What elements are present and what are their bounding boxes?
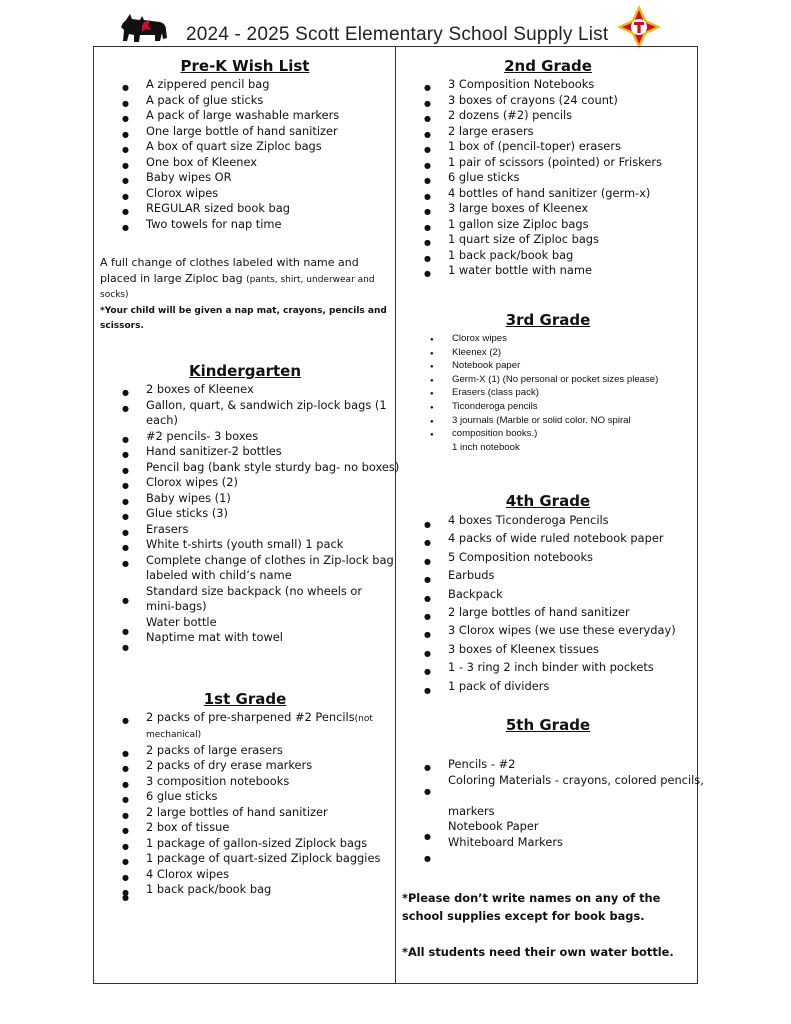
prek-nap-note bbox=[100, 304, 392, 334]
list-item: ● Earbuds bbox=[402, 566, 694, 584]
list-item: ● 2 packs of dry erase markers bbox=[100, 758, 390, 774]
list-item: ● 6 glue sticks bbox=[402, 170, 694, 186]
list-item: ● Notebook paper bbox=[402, 359, 694, 373]
list-item: ● 1 pair of scissors (pointed) or Friskers bbox=[402, 155, 694, 171]
prek-nap-note-line: *Your child will be given a nap mat, crayons, pencils and bbox=[100, 305, 387, 316]
column-divider bbox=[395, 46, 396, 984]
list-item: ● 2 box of tissue bbox=[100, 820, 390, 836]
list-item: ● 3 boxes of crayons (24 count) bbox=[402, 93, 694, 109]
list-item: ● 2 large bottles of hand sanitizer bbox=[402, 603, 694, 621]
list-item: ● Pencils - #2 bbox=[402, 757, 694, 773]
list-item-continued: labeled with child’s name bbox=[146, 568, 292, 582]
third-grade-section bbox=[402, 311, 694, 454]
fourth-grade-section bbox=[402, 492, 694, 695]
list-item: ● Kleenex (2) bbox=[402, 346, 694, 360]
list-item: ● 3 large boxes of Kleenex bbox=[402, 201, 694, 217]
list-item: Notebook Paper bbox=[448, 819, 539, 833]
list-item: ● 4 Clorox wipes bbox=[100, 867, 390, 883]
list-item-continued: mini-bags) bbox=[146, 599, 207, 613]
fourth-grade-heading: 4th Grade bbox=[505, 492, 591, 510]
list-item-detail: (not bbox=[354, 714, 373, 724]
list-item: ● Erasers bbox=[100, 522, 390, 538]
list-item-continued: mechanical) bbox=[146, 729, 202, 740]
list-item: Standard size backpack (no wheels or bbox=[146, 583, 363, 598]
list-item: Naptime mat with towel bbox=[146, 630, 283, 644]
list-item: ● Clorox wipes (2) bbox=[100, 475, 390, 491]
first-grade-heading: 1st Grade bbox=[203, 690, 287, 708]
list-item: Coloring Materials - crayons, colored pencils, bbox=[448, 772, 704, 787]
list-item: ● White t-shirts (youth small) 1 pack bbox=[100, 537, 390, 553]
list-item-continued: each) bbox=[146, 413, 178, 427]
list-item: ● A pack of glue sticks bbox=[100, 93, 390, 109]
list-item: ● Baby wipes (1) bbox=[100, 491, 390, 507]
list-item: ● 1 package of gallon-sized Ziplock bags bbox=[100, 836, 390, 852]
list-item: ● Hand sanitizer-2 bottles bbox=[100, 444, 390, 460]
list-item: ● Backpack bbox=[402, 585, 694, 603]
names-note-line: school supplies except for book bags. bbox=[402, 909, 645, 923]
list-item: ● 4 bottles of hand sanitizer (germ-x) bbox=[402, 186, 694, 202]
list-item: ● 1 gallon size Ziploc bags bbox=[402, 217, 694, 233]
prek-clothes-detail: (pants, shirt, underwear and bbox=[246, 274, 375, 285]
second-grade-section bbox=[402, 57, 694, 279]
list-item: ● 2 large erasers bbox=[402, 124, 694, 140]
bullet-icon: ● bbox=[122, 627, 129, 636]
names-note-line: *Please don’t write names on any of the bbox=[402, 891, 661, 905]
second-grade-heading: 2nd Grade bbox=[504, 57, 592, 75]
list-item: ● 5 Composition notebooks bbox=[402, 548, 694, 566]
list-item: ● 1 back pack/book bag bbox=[402, 248, 694, 264]
list-item: ● A pack of large washable markers bbox=[100, 108, 390, 124]
list-item: ● Baby wipes OR bbox=[100, 170, 390, 186]
list-item: ● 1 - 3 ring 2 inch binder with pockets bbox=[402, 658, 694, 676]
list-item: ● 3 composition notebooks bbox=[100, 774, 390, 790]
list-item: ● 2 dozens (#2) pencils bbox=[402, 108, 694, 124]
list-item: ● Complete change of clothes in Zip-lock bag bbox=[100, 553, 390, 569]
list-item: ● 1 box of (pencil-toper) erasers bbox=[402, 139, 694, 155]
list-item: ● 2 boxes of Kleenex bbox=[100, 382, 390, 398]
water-bottle-note: *All students need their own water bottle. bbox=[402, 945, 674, 959]
list-item: ● 4 packs of wide ruled notebook paper bbox=[402, 529, 694, 547]
prek-section bbox=[100, 57, 390, 232]
list-item: ● Pencil bag (bank style sturdy bag- no boxes) bbox=[100, 460, 390, 476]
list-item-continued: markers bbox=[448, 803, 495, 818]
list-item: ● One large bottle of hand sanitizer bbox=[100, 124, 390, 140]
fifth-grade-list bbox=[402, 757, 704, 850]
list-item: ● Ticonderoga pencils bbox=[402, 400, 694, 414]
list-item: ● 1 pack of dividers bbox=[402, 677, 694, 695]
list-item: ● 2 large bottles of hand sanitizer bbox=[100, 805, 390, 821]
list-item-text: 2 packs of pre-sharpened #2 Pencils bbox=[146, 710, 355, 724]
list-item: ● Clorox wipes bbox=[402, 332, 694, 346]
page-title: 2024 - 2025 Scott Elementary School Supply List bbox=[186, 24, 609, 45]
prek-clothes-line: A full change of clothes labeled with name and bbox=[100, 256, 359, 269]
list-item: ● One box of Kleenex bbox=[100, 155, 390, 171]
list-item: ● 2 packs of large erasers bbox=[100, 743, 390, 759]
list-item bbox=[100, 710, 390, 728]
list-item: ● 1 quart size of Ziploc bags bbox=[402, 232, 694, 248]
star-t-logo-icon bbox=[616, 4, 662, 50]
list-item: ● 3 Composition Notebooks bbox=[402, 77, 694, 93]
bullet-icon: ● bbox=[424, 854, 431, 863]
kindergarten-heading: Kindergarten bbox=[188, 362, 302, 380]
prek-clothes-line bbox=[100, 271, 392, 289]
list-item: ● 3 journals (Marble or solid color. NO spiral bbox=[402, 414, 694, 428]
scottie-dog-logo-icon bbox=[120, 8, 170, 46]
bullet-icon: ● bbox=[424, 832, 431, 841]
bullet-icon: ● bbox=[424, 787, 431, 796]
bullet-icon: ● bbox=[122, 643, 129, 652]
list-item: Whiteboard Markers bbox=[448, 834, 563, 849]
list-item: ● A zippered pencil bag bbox=[100, 77, 390, 93]
kindergarten-section bbox=[100, 362, 400, 646]
list-item: ● #2 pencils- 3 boxes bbox=[100, 429, 390, 445]
prek-nap-note-line: scissors. bbox=[100, 320, 144, 331]
fifth-grade-notes bbox=[402, 889, 694, 961]
list-item: ● 1 back pack/book bag bbox=[100, 882, 390, 898]
list-item: ● composition books.) bbox=[402, 427, 694, 441]
bullet-icon: ● bbox=[122, 596, 129, 605]
prek-clothes-note bbox=[100, 255, 392, 334]
list-item-continued: 1 inch notebook bbox=[452, 441, 520, 453]
bullet-icon: ● bbox=[122, 893, 129, 902]
list-item: ● Glue sticks (3) bbox=[100, 506, 390, 522]
list-item: ● Germ-X (1) (No personal or pocket sizes please) bbox=[402, 373, 694, 387]
list-item: ● 1 water bottle with name bbox=[402, 263, 694, 279]
list-item: ● Two towels for nap time bbox=[100, 217, 390, 233]
list-item: Water bottle bbox=[146, 614, 217, 629]
list-item: ● Clorox wipes bbox=[100, 186, 390, 202]
list-item: ● 3 Clorox wipes (we use these everyday) bbox=[402, 621, 694, 639]
fifth-grade-heading: 5th Grade bbox=[505, 716, 591, 734]
third-grade-heading: 3rd Grade bbox=[505, 311, 591, 329]
fifth-grade-section bbox=[402, 716, 694, 734]
list-item: ● REGULAR sized book bag bbox=[100, 201, 390, 217]
list-item: ● 4 boxes Ticonderoga Pencils bbox=[402, 511, 694, 529]
prek-heading: Pre-K Wish List bbox=[180, 57, 310, 75]
first-grade-section bbox=[100, 690, 390, 898]
prek-clothes-text: placed in large Ziploc bag bbox=[100, 271, 247, 285]
list-item: ● Erasers (class pack) bbox=[402, 386, 694, 400]
list-item: ● 1 package of quart-sized Ziplock baggies bbox=[100, 851, 390, 867]
list-item: ● 3 boxes of Kleenex tissues bbox=[402, 640, 694, 658]
list-item: ● 6 glue sticks bbox=[100, 789, 390, 805]
list-item: ● A box of quart size Ziploc bags bbox=[100, 139, 390, 155]
prek-clothes-line: socks) bbox=[100, 290, 129, 300]
list-item: ● Gallon, quart, & sandwich zip-lock bags (1 bbox=[100, 398, 390, 414]
